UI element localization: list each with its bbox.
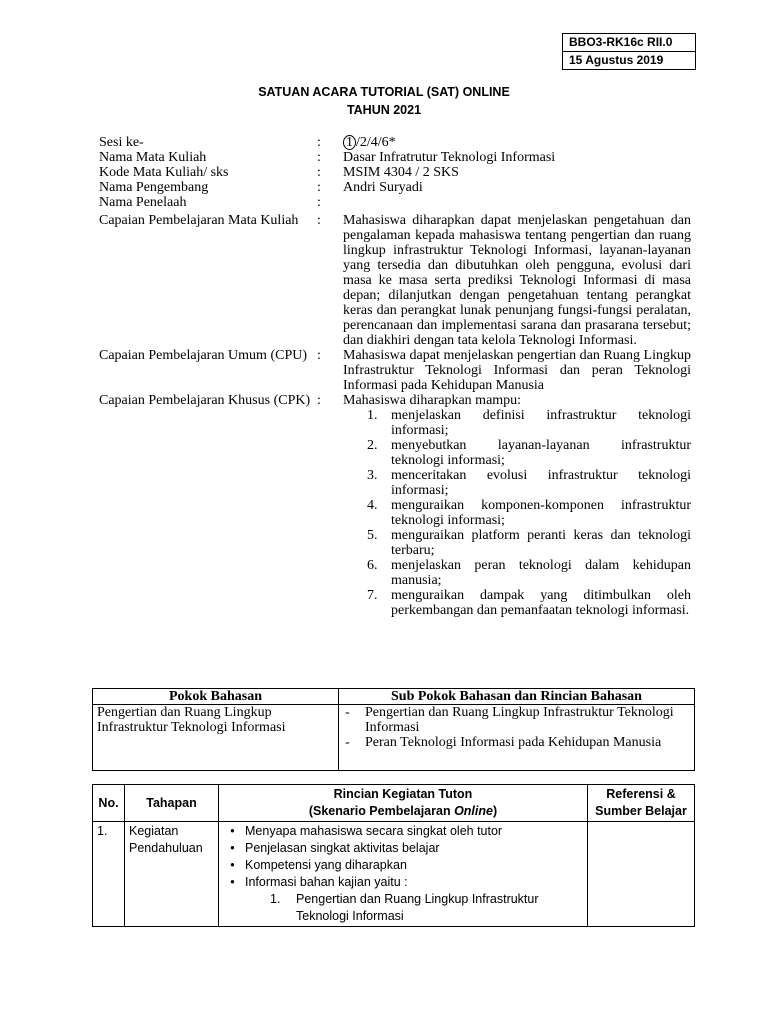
activity-list [220, 823, 586, 891]
activity-item: • Penjelasan singkat aktivitas belajar [230, 841, 440, 855]
document-code-box [562, 33, 696, 70]
subtopic-item: - Peran Teknologi Informasi pada Kehidupan Manusia [345, 735, 662, 750]
document-year: TAHUN 2021 [346, 103, 422, 117]
row-referensi [588, 822, 695, 927]
cpk-item: 5. menguraikan platform peranti keras dan teknologi terbaru; [367, 528, 691, 558]
activity-item: • Menyapa mahasiswa secara singkat oleh tutor [230, 824, 503, 838]
cpk-item: 7. menguraikan dampak yang ditimbulkan oleh perkembangan dan pemanfaatan teknologi informasi. [367, 588, 691, 618]
info-row-sesi: Sesi ke- : 1 /2/4/6* [99, 135, 396, 150]
subtopic-item: - Pengertian dan Ruang Lingkup Infrastruktur Teknologi Informasi [345, 705, 674, 735]
topic-table [92, 688, 695, 771]
subtopic-header: Sub Pokok Bahasan dan Rincian Bahasan [339, 689, 695, 705]
info-row-pengembang: Nama Pengembang : Andri Suryadi [99, 180, 423, 195]
info-row-cpmk: Capaian Pembelajaran Mata Kuliah : Mahasiswa diharapkan dapat menjelaskan pengetahuan dan pengalaman kepada mahasiswa tentang pengertian dan ruang lingkup infrastruktur Teknologi Informasi, layanan-layanan yang tersedia dan dibutuhkan oleh pengguna, evolusi dari masa ke masa serta prediksi Teknologi Informasi di masa depan; dilanjutkan dengan pengetahuan tentang perangkat keras dan perangkat lunak penunjang fungsi-fungsi peralatan, perencanaan dan implementasi sarana dan prasarana tersebut; dan diakhiri dengan tata kelola Teknologi Informasi. [99, 213, 691, 348]
info-row-cpu: Capaian Pembelajaran Umum (CPU) : Mahasiswa dapat menjelaskan pengertian dan Ruang Lingkup Infrastruktur Teknologi Informasi dan peran Teknologi Informasi pada Kehidupan Manusia [99, 348, 691, 393]
cpk-item: 3. menceritakan evolusi infrastruktur teknologi informasi; [367, 468, 691, 498]
activity-subitem: 1. Pengertian dan Ruang Lingkup Infrastruktur Teknologi Informasi [270, 892, 539, 923]
course-info [99, 135, 691, 618]
topic-header: Pokok Bahasan [93, 689, 339, 705]
cpk-item: 4. menguraikan komponen-komponen infrastruktur teknologi informasi; [367, 498, 691, 528]
cpk-item: 1. menjelaskan definisi infrastruktur teknologi informasi; [367, 408, 691, 438]
info-row-cpk: Capaian Pembelajaran Khusus (CPK) : Mahasiswa diharapkan mampu: 1. menjelaskan definisi infrastruktur teknologi informasi; 2. menyebutkan layanan-layanan infrastruktur teknologi informasi; 3. menceritakan evolusi infrastruktur teknologi informasi; 4. menguraikan komponen-komponen infrastruktur teknologi informasi; 5. menguraikan platform peranti keras dan teknologi terbaru; 6. menjelaskan peran teknologi dalam kehidupan manusia; 7. menguraikan dampak yang ditimbulkan oleh perkembangan dan pemanfaatan teknologi informasi. [99, 393, 691, 618]
session-circled: 1 [343, 135, 356, 150]
header-no: No. [93, 785, 125, 822]
info-row-nama-mk: Nama Mata Kuliah : Dasar Infratrutur Teknologi Informasi [99, 150, 556, 165]
topic-cell: Pengertian dan Ruang Lingkup Infrastruktur Teknologi Informasi [93, 705, 339, 771]
row-tahapan: Kegiatan Pendahuluan [125, 822, 219, 927]
info-row-kode: Kode Mata Kuliah/ sks : MSIM 4304 / 2 SKS [99, 165, 459, 180]
header-tahapan: Tahapan [125, 785, 219, 822]
info-row-penelaah: Nama Penelaah : [99, 195, 321, 210]
activity-table [92, 784, 695, 927]
header-rincian: Rincian Kegiatan Tuton (Skenario Pembelajaran Online) [219, 785, 588, 822]
activity-item: • Kompetensi yang diharapkan [230, 858, 407, 872]
header-referensi: Referensi & Sumber Belajar [588, 785, 695, 822]
cpk-item: 6. menjelaskan peran teknologi dalam kehidupan manusia; [367, 558, 691, 588]
row-rincian [219, 822, 588, 927]
cpk-item: 2. menyebutkan layanan-layanan infrastruktur teknologi informasi; [367, 438, 691, 468]
subtopic-cell [339, 705, 695, 771]
document-title: SATUAN ACARA TUTORIAL (SAT) ONLINE [258, 85, 510, 99]
document-date: 15 Agustus 2019 [563, 51, 695, 69]
row-no: 1. [93, 822, 125, 927]
document-code: BBO3-RK16c RII.0 [569, 35, 673, 49]
cpk-list [343, 408, 691, 618]
activity-item: • Informasi bahan kajian yaitu : [230, 875, 408, 889]
